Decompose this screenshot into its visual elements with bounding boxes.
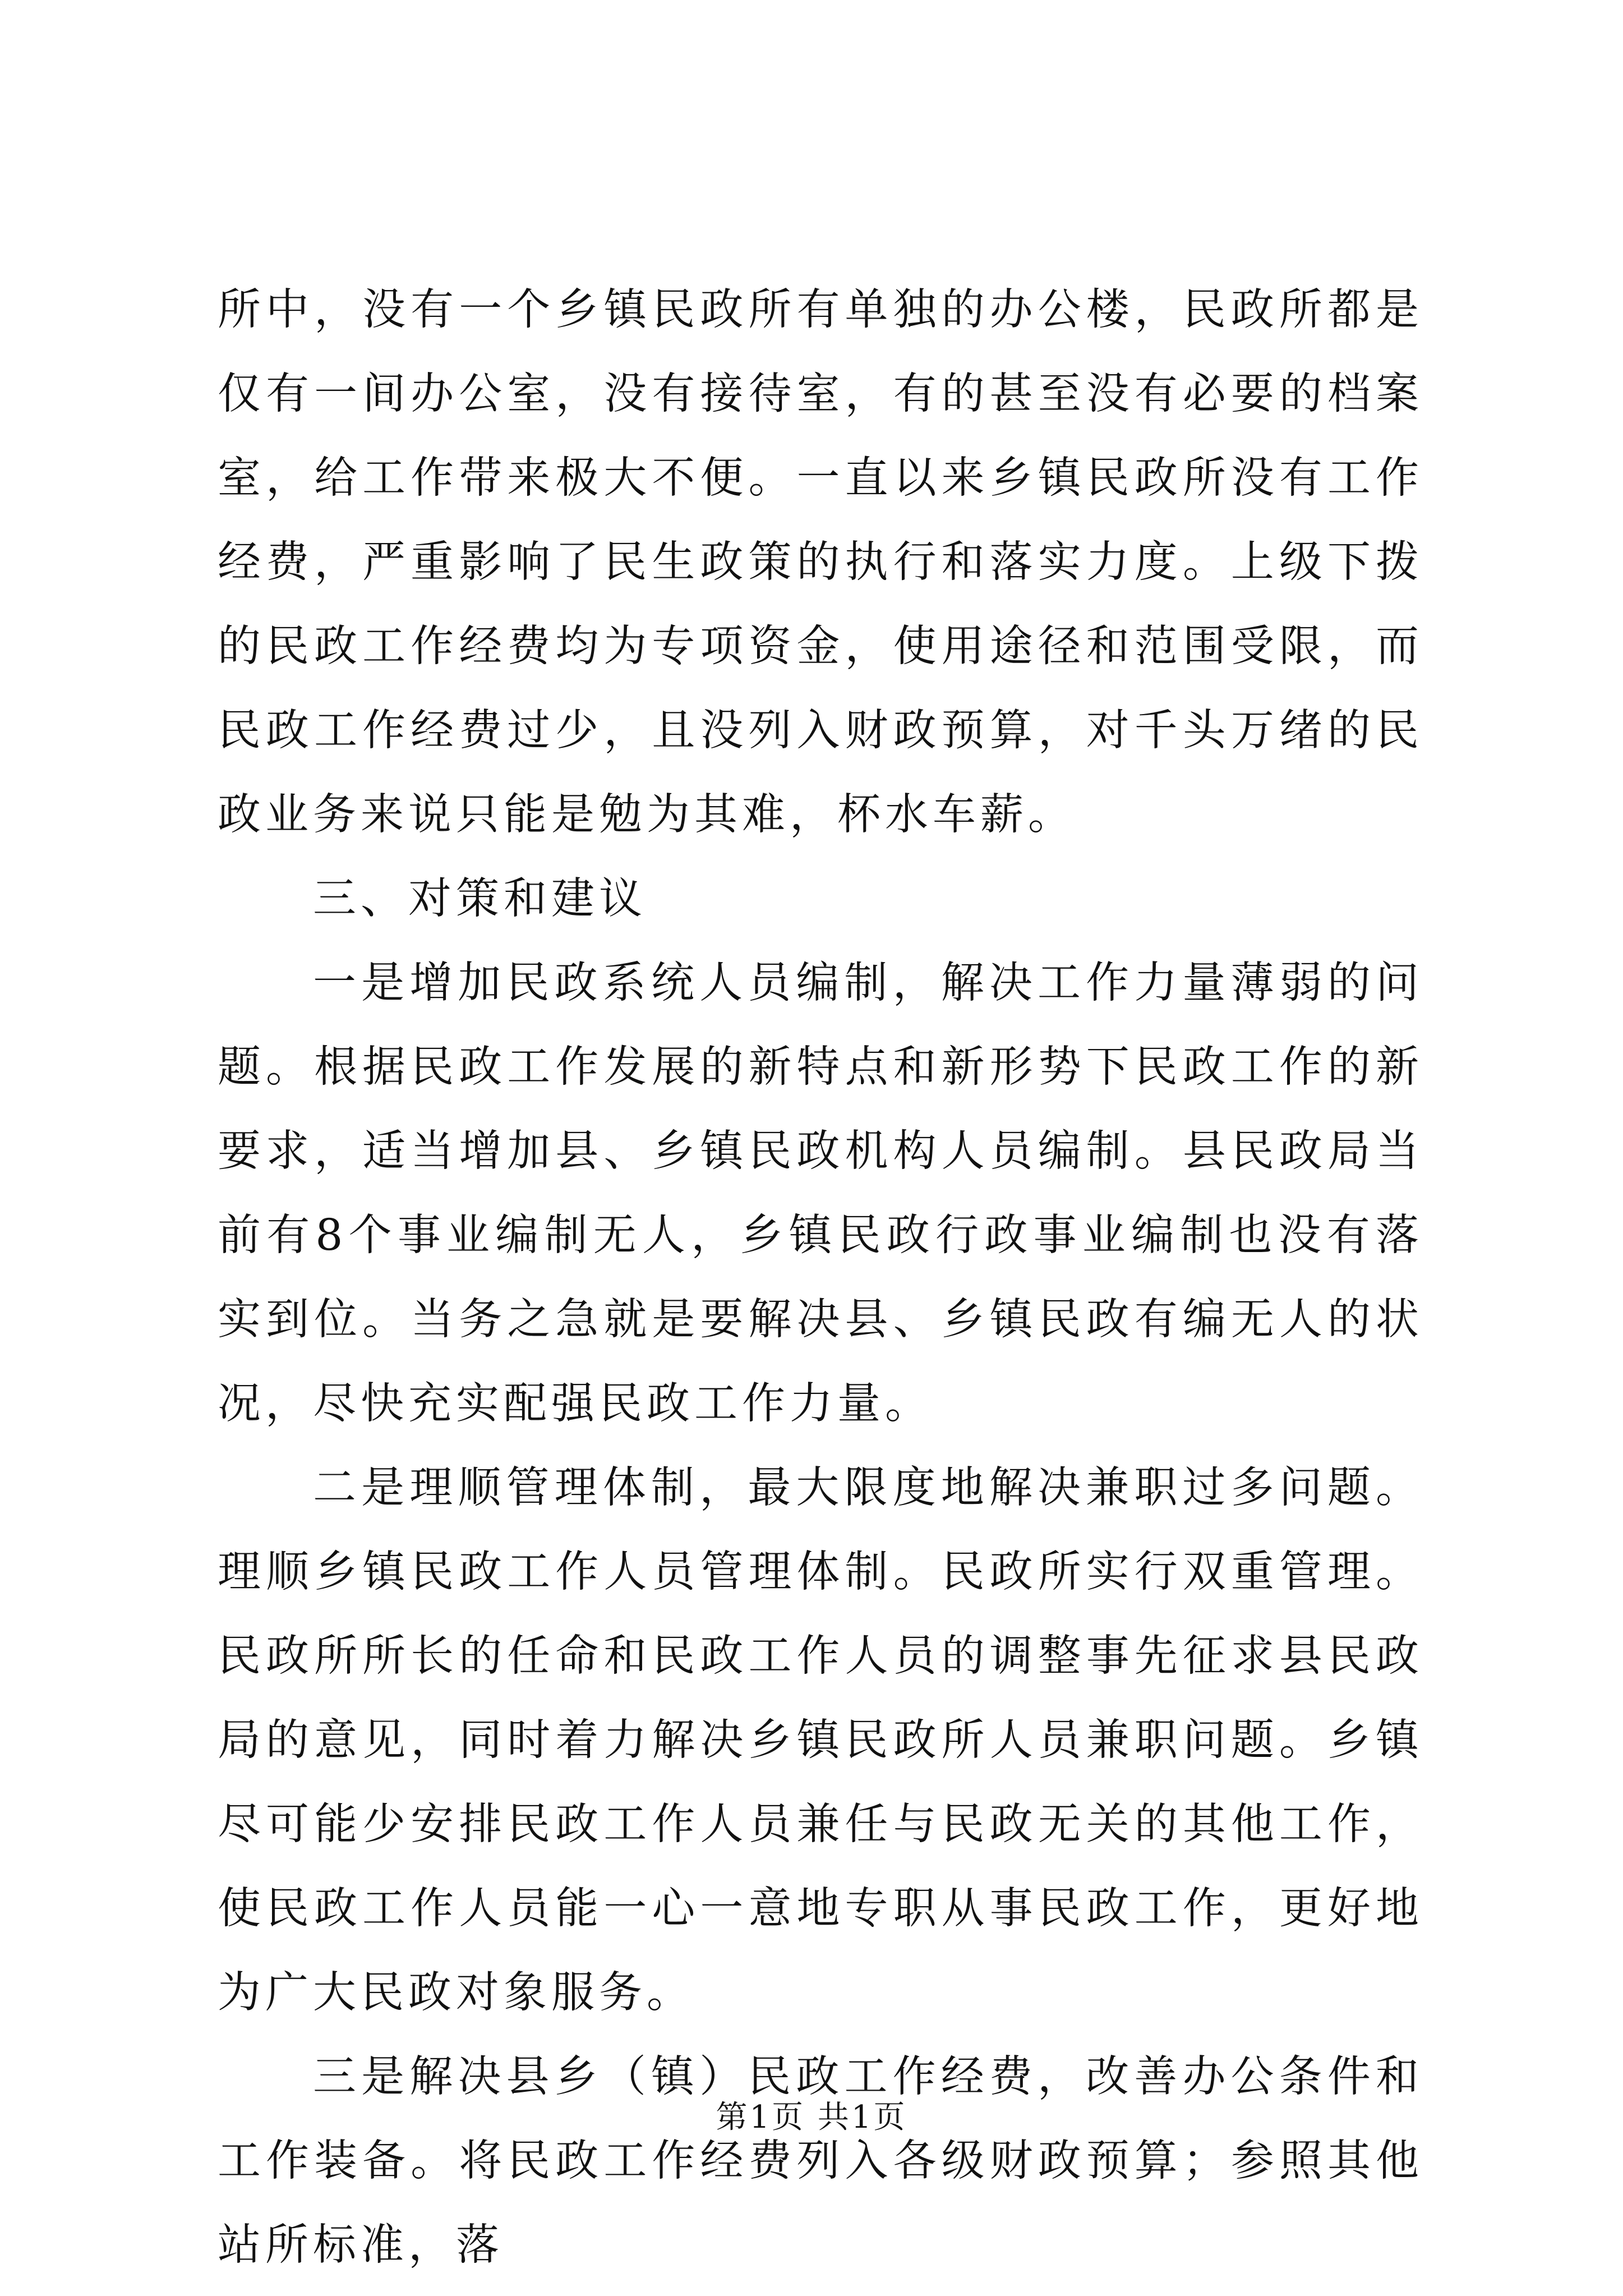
- paragraph-funding: 三是解决县乡（镇）民政工作经费，改善办公条件和工作装备。将民政工作经费列入各级财政预算；参照其他站所标准，落: [218, 2052, 1423, 2270]
- paragraph-staffing: 一是增加民政系统人员编制，解决工作力量薄弱的问题。根据民政工作发展的新特点和新形势下民政工作的新要求，适当增加县、乡镇民政机构人员编制。县民政局当前有8个事业编制无人，乡镇民政行政事业编制也没有落实到位。当务之急就是要解决县、乡镇民政有编无人的状况，尽快充实配强民政工作力量。: [218, 958, 1423, 1429]
- page-number-label: 第1页 共1页: [716, 2099, 907, 2136]
- page-footer: [0, 2095, 1623, 2140]
- paragraph-management: 二是理顺管理体制，最大限度地解决兼职过多问题。理顺乡镇民政工作人员管理体制。民政所实行双重管理。民政所所长的任命和民政工作人员的调整事先征求县民政局的意见，同时着力解决乡镇民政所人员兼职问题。乡镇尽可能少安排民政工作人员兼任与民政无关的其他工作，使民政工作人员能一心一意地专职从事民政工作，更好地为广大民政对象服务。: [218, 1463, 1423, 2018]
- paragraph-continuation: 所中，没有一个乡镇民政所有单独的办公楼，民政所都是仅有一间办公室，没有接待室，有的甚至没有必要的档案室，给工作带来极大不便。一直以来乡镇民政所没有工作经费，严重影响了民生政策的执行和落实力度。上级下拨的民政工作经费均为专项资金，使用途径和范围受限，而民政工作经费过少，且没列入财政预算，对千头万绪的民政业务来说只能是勉为其难，杯水车薪。: [218, 285, 1423, 840]
- section-heading: 三、对策和建议: [313, 874, 647, 924]
- document-body: [218, 268, 1423, 2288]
